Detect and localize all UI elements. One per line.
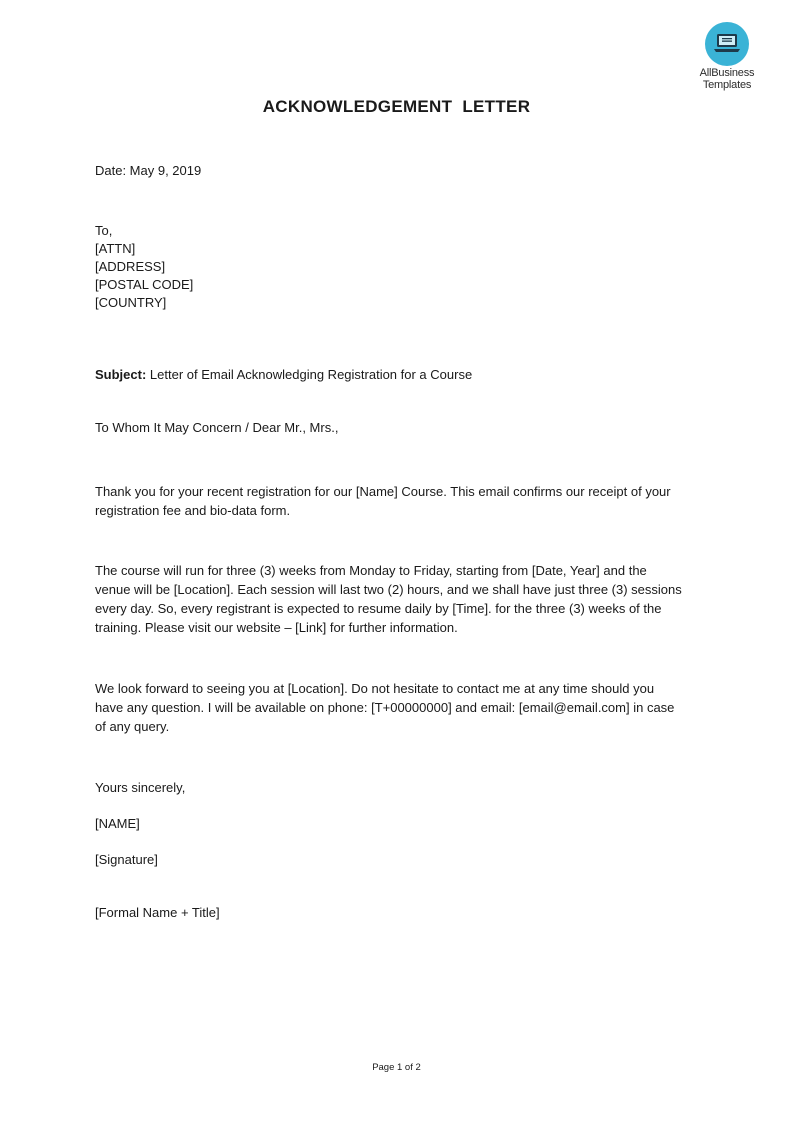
- paragraph-line: training. Please visit our website – [Link] for further information.: [95, 620, 458, 635]
- paragraph-line: venue will be [Location]. Each session will last two (2) hours, and we shall have just three (3) sessions: [95, 582, 682, 597]
- logo-badge: [705, 22, 749, 66]
- closing-formal-name: [Formal Name + Title]: [95, 905, 220, 920]
- recipient-postal-code: [POSTAL CODE]: [95, 277, 194, 292]
- paragraph-line: Thank you for your recent registration for our [Name] Course. This email confirms our receipt of your: [95, 484, 671, 499]
- allbusiness-templates-logo[interactable]: [688, 22, 766, 91]
- closing-name: [NAME]: [95, 816, 140, 831]
- recipient-country: [COUNTRY]: [95, 295, 167, 310]
- letter-title: ACKNOWLEDGEMENT LETTER: [262, 97, 531, 116]
- subject-line: [95, 365, 472, 384]
- recipient-attn: [ATTN]: [95, 241, 136, 256]
- page-number: Page 1 of 2: [372, 1062, 421, 1073]
- closing-sign-off: Yours sincerely,: [95, 780, 186, 795]
- subject-label: Subject:: [95, 367, 147, 382]
- paragraph-line: We look forward to seeing you at [Location]. Do not hesitate to contact me at any time should you: [95, 681, 655, 696]
- paragraph-1: [95, 482, 705, 520]
- subject-text: Letter of Email Acknowledging Registration for a Course: [146, 367, 473, 382]
- logo-line-2: Templates: [702, 79, 752, 91]
- salutation: To Whom It May Concern / Dear Mr., Mrs.,: [95, 420, 339, 435]
- logo-line-1: AllBusiness: [699, 67, 755, 79]
- recipient-to: To,: [95, 223, 113, 238]
- paragraph-line: registration fee and bio-data form.: [95, 503, 291, 518]
- paragraph-2: [95, 561, 705, 637]
- laptop-icon: [714, 32, 740, 54]
- closing-signature: [Signature]: [95, 852, 158, 867]
- logo-wordmark: [688, 67, 766, 91]
- paragraph-3: [95, 679, 705, 736]
- paragraph-line: of any query.: [95, 719, 170, 734]
- letter-date: Date: May 9, 2019: [95, 163, 202, 178]
- paragraph-line: The course will run for three (3) weeks from Monday to Friday, starting from [Date, Year] and the: [95, 563, 647, 578]
- paragraph-line: have any question. I will be available on phone: [T+00000000] and email: [email@email.com] in case: [95, 700, 675, 715]
- recipient-address: [ADDRESS]: [95, 259, 166, 274]
- paragraph-line: every day. So, every registrant is expected to resume daily by [Time]. for the three (3) weeks of the: [95, 601, 662, 616]
